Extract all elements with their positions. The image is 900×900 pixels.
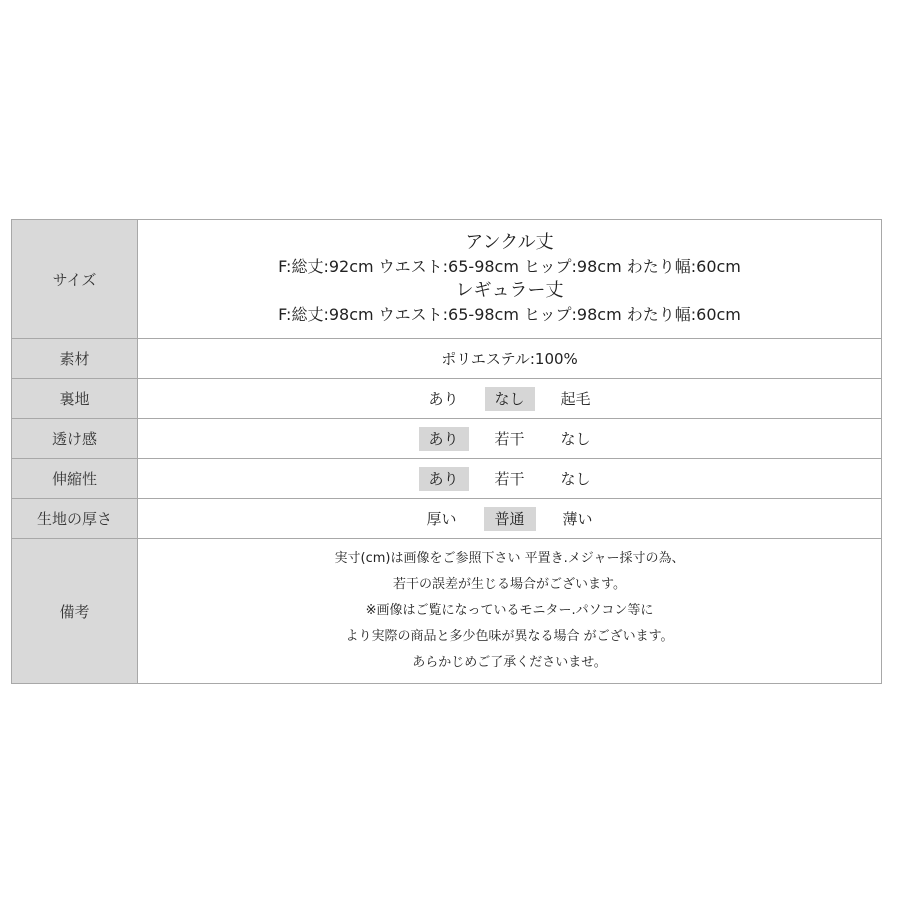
note-line: 若干の誤差が生じる場合がございます。: [393, 577, 626, 592]
thickness-option-usui: 薄い: [562, 509, 593, 528]
ankle-length-dimensions: F:総丈:92cm ウエスト:65-98cm ヒップ:98cm わたり幅:60cm: [278, 257, 741, 276]
lining-row: [12, 379, 882, 419]
stretch-option-jakkan: 若干: [494, 469, 525, 488]
stretch-option-nashi: なし: [560, 469, 591, 488]
regular-length-dimensions: F:総丈:98cm ウエスト:65-98cm ヒップ:98cm わたり幅:60cm: [278, 305, 741, 324]
sheerness-option-ari-selected: あり: [419, 427, 469, 451]
sheerness-options: [138, 427, 881, 451]
size-row: [12, 220, 882, 339]
stretch-options: [138, 467, 881, 491]
note-line: より実際の商品と多少色味が異なる場合 がございます。: [345, 629, 674, 644]
product-spec-table: [11, 219, 882, 684]
stretch-option-ari-selected: あり: [419, 467, 469, 491]
size-value: [138, 220, 882, 339]
thickness-option-atsui: 厚い: [426, 509, 457, 528]
notes-value: [138, 539, 882, 684]
size-label: サイズ: [12, 220, 138, 339]
note-line: あらかじめご了承くださいませ。: [412, 655, 607, 670]
thickness-row: [12, 499, 882, 539]
stretch-row: [12, 459, 882, 499]
lining-option-kimo: 起毛: [560, 389, 591, 408]
material-label: 素材: [12, 339, 138, 379]
material-value: ポリエステル:100%: [138, 339, 882, 379]
note-line: ※画像はご覧になっているモニター.パソコン等に: [365, 603, 654, 618]
thickness-option-futsu-selected: 普通: [484, 507, 536, 531]
lining-option-nashi-selected: なし: [485, 387, 535, 411]
sheerness-option-jakkan: 若干: [494, 429, 525, 448]
note-line: 実寸(cm)は画像をご参照下さい 平置き.メジャー採寸の為、: [334, 551, 685, 566]
thickness-options: [138, 507, 881, 531]
notes-label: 備考: [12, 539, 138, 684]
lining-options: [138, 387, 881, 411]
notes-row: [12, 539, 882, 684]
lining-label: 裏地: [12, 379, 138, 419]
sheerness-label: 透け感: [12, 419, 138, 459]
sheerness-row: [12, 419, 882, 459]
sheerness-option-nashi: なし: [560, 429, 591, 448]
regular-length-heading: レギュラー丈: [455, 280, 564, 301]
thickness-label: 生地の厚さ: [12, 499, 138, 539]
lining-option-ari: あり: [428, 389, 459, 408]
material-row: [12, 339, 882, 379]
stretch-label: 伸縮性: [12, 459, 138, 499]
ankle-length-heading: アンクル丈: [465, 232, 554, 253]
